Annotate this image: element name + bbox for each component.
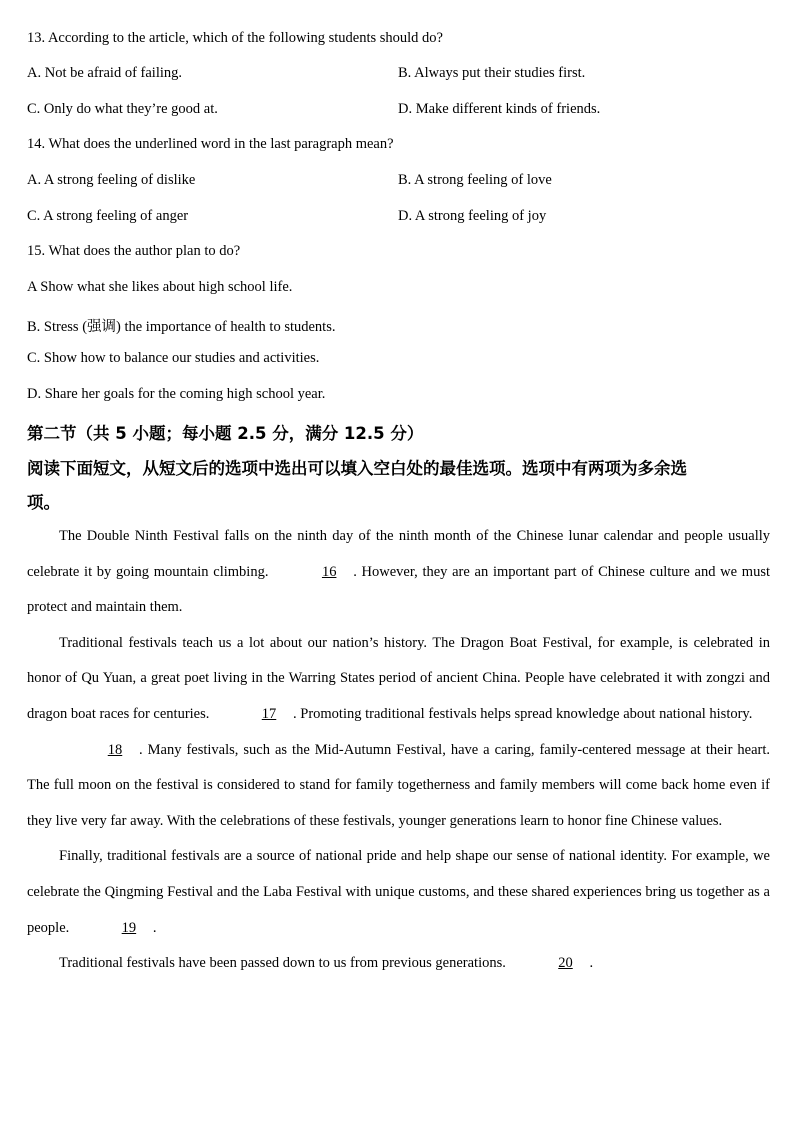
paragraph-2: Traditional festivals teach us a lot about our nation’s history. The Dragon Boat Festival, for example, is celebrated in honor of Qu Yuan, a great poet living in the Warring States period of ancient China. People have celebrated it with zongzi and dragon boat races for centuries. 17 . Promoting traditional festivals helps spread knowledge about national history. (27, 626, 770, 733)
paragraph-1: The Double Ninth Festival falls on the ninth day of the ninth month of the Chinese lunar calendar and people usually celebrate it by going mountain climbing. 16 . However, they are an important part of Chinese culture and we must protect and maintain them. (27, 528, 771, 616)
question-13-option-b: B. Always put their studies first. (398, 65, 586, 81)
blank-18: 18 (107, 741, 123, 758)
question-14-prompt: 14. What does the underlined word in the last paragraph mean? (27, 136, 394, 152)
blank-16: 16 (321, 563, 337, 580)
section-heading: 第二节（共 5 小题；每小题 2.5 分，满分 12.5 分） (27, 424, 424, 443)
question-15-option-a: A Show what she likes about high school life. (27, 279, 293, 295)
blank-19: 19 (121, 919, 137, 936)
question-15-prompt: 15. What does the author plan to do? (27, 243, 241, 259)
blank-20: 20 (558, 955, 573, 972)
question-13-prompt: 13. According to the article, which of the following students should do? (27, 30, 443, 46)
question-14-option-a: A. A strong feeling of dislike (27, 172, 196, 188)
question-13-option-a: A. Not be afraid of failing. (27, 65, 183, 81)
question-13-option-c: C. Only do what they’re good at. (27, 101, 218, 117)
question-15-option-b: B. Stress (强调) the importance of health to students. (27, 319, 336, 335)
cloze-passage (27, 519, 770, 982)
paragraph-5: Traditional festivals have been passed down to us from previous generations. 20 . (27, 946, 770, 982)
question-14-option-c: C. A strong feeling of anger (27, 208, 189, 224)
question-15-option-c: C. Show how to balance our studies and activities. (27, 350, 320, 366)
blank-17: 17 (261, 705, 277, 722)
paragraph-3: 18 . Many festivals, such as the Mid-Autumn Festival, have a caring, family-centered message at their heart. The full moon on the festival is considered to stand for family togetherness and family members will come back home even if they live very far away. With the celebrations of these festivals, younger generations learn to honor fine Chinese values. (27, 733, 770, 840)
paragraph-4: Finally, traditional festivals are a source of national pride and help shape our sense of national identity. For example, we celebrate the Qingming Festival and the Laba Festival with unique customs, and these shared experiences bring us together as a people. 19 . (27, 839, 770, 946)
section-instruction-continued: 项。 (27, 493, 60, 512)
section-instruction: 阅读下面短文，从短文后的选项中选出可以填入空白处的最佳选项。选项中有两项为多余选 (27, 459, 687, 478)
question-14-option-b: B. A strong feeling of love (398, 172, 552, 188)
question-13-option-d: D. Make different kinds of friends. (398, 101, 601, 117)
question-15-option-d: D. Share her goals for the coming high school year. (27, 386, 326, 402)
question-14-option-d: D. A strong feeling of joy (398, 208, 547, 224)
